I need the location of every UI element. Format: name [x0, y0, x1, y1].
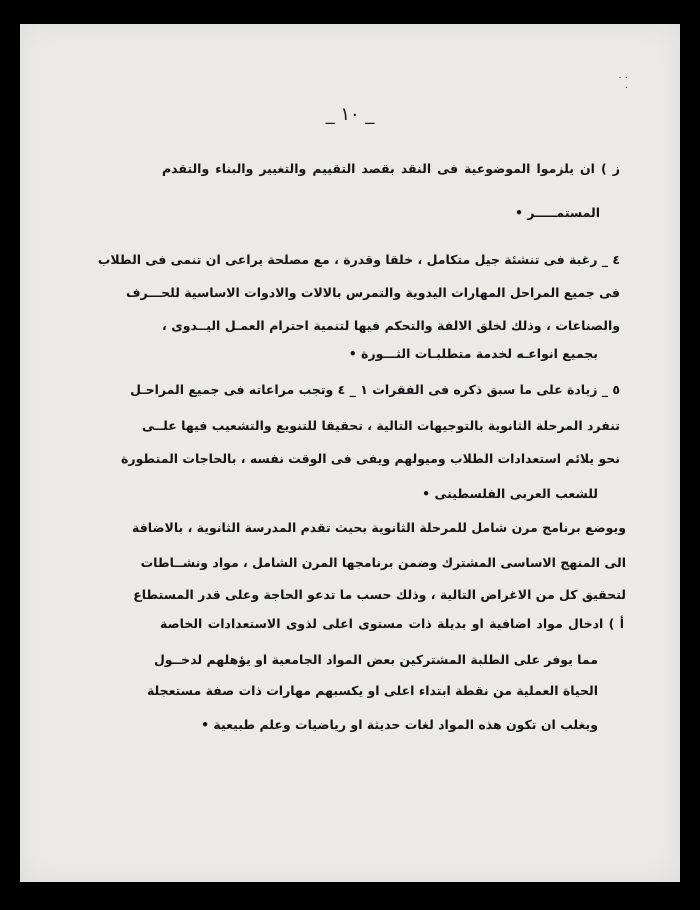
- page-specks: · · ·: [618, 73, 628, 94]
- line-17: ويغلب ان تكون هذه المواد لغات حديثة او رياضيات وعلم طبيعية •: [201, 717, 598, 732]
- line-7: ٥ _ زيادة على ما سبق ذكره فى الفقرات ١ _ ٤ وتجب مراعاته فى جميع المراحـل: [130, 382, 620, 397]
- line-10: للشعب العربى الفلسطينى •: [422, 486, 598, 501]
- line-8: تنفرد المرحلة الثانوية بالتوجيهات التالية ، تحقيقا للتنويع والتشعيب فيها علــى: [141, 418, 620, 433]
- line-1: ز ) ان يلزموا الموضوعية فى النقد بقصد التقييم والتغيير والبناء والتقدم: [162, 161, 620, 176]
- line-9: نحو يلائم استعدادات الطلاب وميولهم ويفى فى الوقت نفسه ، بالحاجات المتطورة: [121, 451, 620, 466]
- line-16: الحياة العملية من نقطة ابتداء اعلى او يكسبهم مهارات ذات صفة مستعجلة: [146, 683, 598, 698]
- line-11: ويوضع برنامج مرن شامل للمرحلة الثانوية بحيث تقدم المدرسة الثانوية ، بالاضافة: [131, 520, 626, 535]
- line-4: فى جميع المراحل المهارات اليدوية والتمرس بالالات والادوات الاساسية للحـــرف: [126, 285, 620, 300]
- line-5: والصناعات ، وذلك لخلق الالفة والتحكم فيها لتنمية احترام العمـل اليــدوى ،: [162, 318, 620, 333]
- line-2: المستمـــــر •: [514, 205, 600, 220]
- line-6: بجميع انواعـه لخدمة متطلبـات الثـــورة •: [348, 346, 598, 361]
- line-14: أ ) ادخال مواد اضافية او بديلة ذات مستوى اعلى لذوى الاستعدادات الخاصة: [160, 616, 624, 631]
- line-13: لتحقيق كل من الاغراض التالية ، وذلك حسب ما تدعو الحاجة وعلى قدر المستطاع: [133, 587, 626, 602]
- line-12: الى المنهج الاساسى المشترك وضمن برنامجها المرن الشامل ، مواد ونشــاطات: [140, 555, 626, 570]
- line-3: ٤ _ رغبة فى تنشئة جيل متكامل ، خلقا وقدرة ، مع مصلحة يراعى ان تنمى فى الطلاب: [97, 252, 620, 267]
- line-15: مما يوفر على الطلبة المشتركين بعض المواد الجامعية او يؤهلهم لدخــول: [153, 652, 598, 667]
- page-number: _ ١٠ _: [325, 104, 375, 125]
- document-page: [20, 24, 680, 882]
